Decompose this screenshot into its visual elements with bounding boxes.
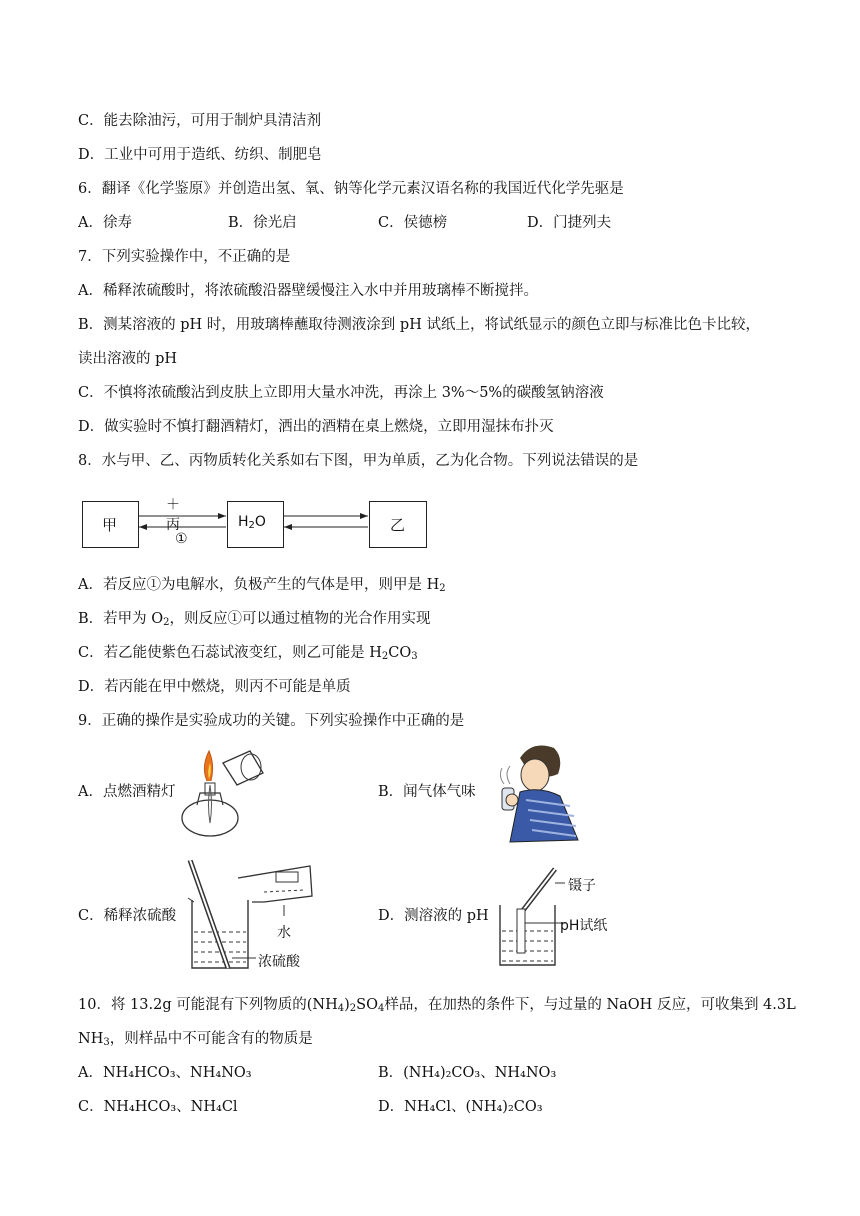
q7-option-b-line1: B．测某溶液的 pH 时，用玻璃棒蘸取待测液涂到 pH 试纸上，将试纸显示的颜色立即与标准比色卡比较， <box>78 317 760 333</box>
box-yi-label: 乙 <box>390 516 406 534</box>
q6-option-b: B．徐光启 <box>228 215 297 231</box>
box-h2o-label: $H_2O$ <box>238 514 266 531</box>
box-jia-label: 甲 <box>102 516 118 534</box>
q8-option-d: D．若丙能在甲中燃烧，则丙不可能是单质 <box>78 679 351 695</box>
label-ph-paper: pH试纸 <box>560 918 608 934</box>
q8-arrows <box>0 0 860 600</box>
q10-stem-line1: 10．将 13.2g 可能混有下列物质的$(NH_4)_2SO_4$样品，在加热的条件下，与过量的 NaOH 反应，可收集到 4.3L <box>78 997 796 1014</box>
q8-option-b: B．若甲为 $O_2$，则反应①可以通过植物的光合作用实现 <box>78 611 431 628</box>
q6-option-a: A．徐寿 <box>78 215 132 231</box>
q7-option-b-line2: 读出溶液的 pH <box>78 351 178 367</box>
q6-option-c: C．侯德榜 <box>378 215 448 231</box>
q5-option-c: C．能去除油污，可用于制炉具清洁剂 <box>78 113 322 129</box>
q10-option-a: A．NH₄HCO₃、NH₄NO₃ <box>78 1065 252 1081</box>
label-concentrated-acid: 浓硫酸 <box>258 954 300 970</box>
smelling-gas-illustration <box>490 740 585 845</box>
q7-option-d: D．做实验时不慎打翻酒精灯，洒出的酒精在桌上燃烧，立即用湿抹布扑灭 <box>78 419 554 435</box>
q8-option-c: C．若乙能使紫色石蕊试液变红，则乙可能是 $H_2CO_3$ <box>78 645 418 662</box>
q6-stem: 6．翻译《化学鉴原》并创造出氢、氧、钠等化学元素汉语名称的我国近代化学先驱是 <box>78 181 624 197</box>
q9-option-b: B．闻气体气味 <box>378 784 476 800</box>
q7-stem: 7．下列实验操作中，不正确的是 <box>78 249 291 265</box>
q10-option-b: B．(NH₄)₂CO₃、NH₄NO₃ <box>378 1065 557 1081</box>
q7-option-a: A．稀释浓硫酸时，将浓硫酸沿器壁缓慢注入水中并用玻璃棒不断搅拌。 <box>78 283 538 299</box>
q10-option-c: C．NH₄HCO₃、NH₄Cl <box>78 1099 238 1115</box>
q9-option-a: A．点燃酒精灯 <box>78 784 176 800</box>
q10-stem-line2: $NH_3$，则样品中不可能含有的物质是 <box>78 1031 313 1048</box>
arrow-label-reaction1: ① <box>175 531 188 547</box>
alcohol-lamp-illustration <box>175 743 270 843</box>
q7-option-c: C．不慎将浓硫酸沾到皮肤上立即用大量水冲洗，再涂上 3%～5%的碳酸氢钠溶液 <box>78 385 604 401</box>
label-tweezers: 镊子 <box>568 878 596 894</box>
q9-stem: 9．正确的操作是实验成功的关键。下列实验操作中正确的是 <box>78 713 465 729</box>
q6-option-d: D．门捷列夫 <box>527 215 612 231</box>
q10-option-d: D．NH₄Cl、(NH₄)₂CO₃ <box>378 1099 543 1115</box>
arrow-label-bing: ＋丙 <box>166 497 180 533</box>
label-water: 水 <box>277 925 291 941</box>
q9-option-c: C．稀释浓硫酸 <box>78 908 177 924</box>
q9-option-d: D．测溶液的 pH <box>378 908 489 924</box>
q5-option-d: D．工业中可用于造纸、纺织、制肥皂 <box>78 147 322 163</box>
ph-test-illustration <box>495 865 565 970</box>
q8-option-a: A．若反应①为电解水，负极产生的气体是甲，则甲是 $H_2$ <box>78 577 446 594</box>
q8-stem: 8．水与甲、乙、丙物质转化关系如右下图，甲为单质，乙为化合物。下列说法错误的是 <box>78 453 639 469</box>
